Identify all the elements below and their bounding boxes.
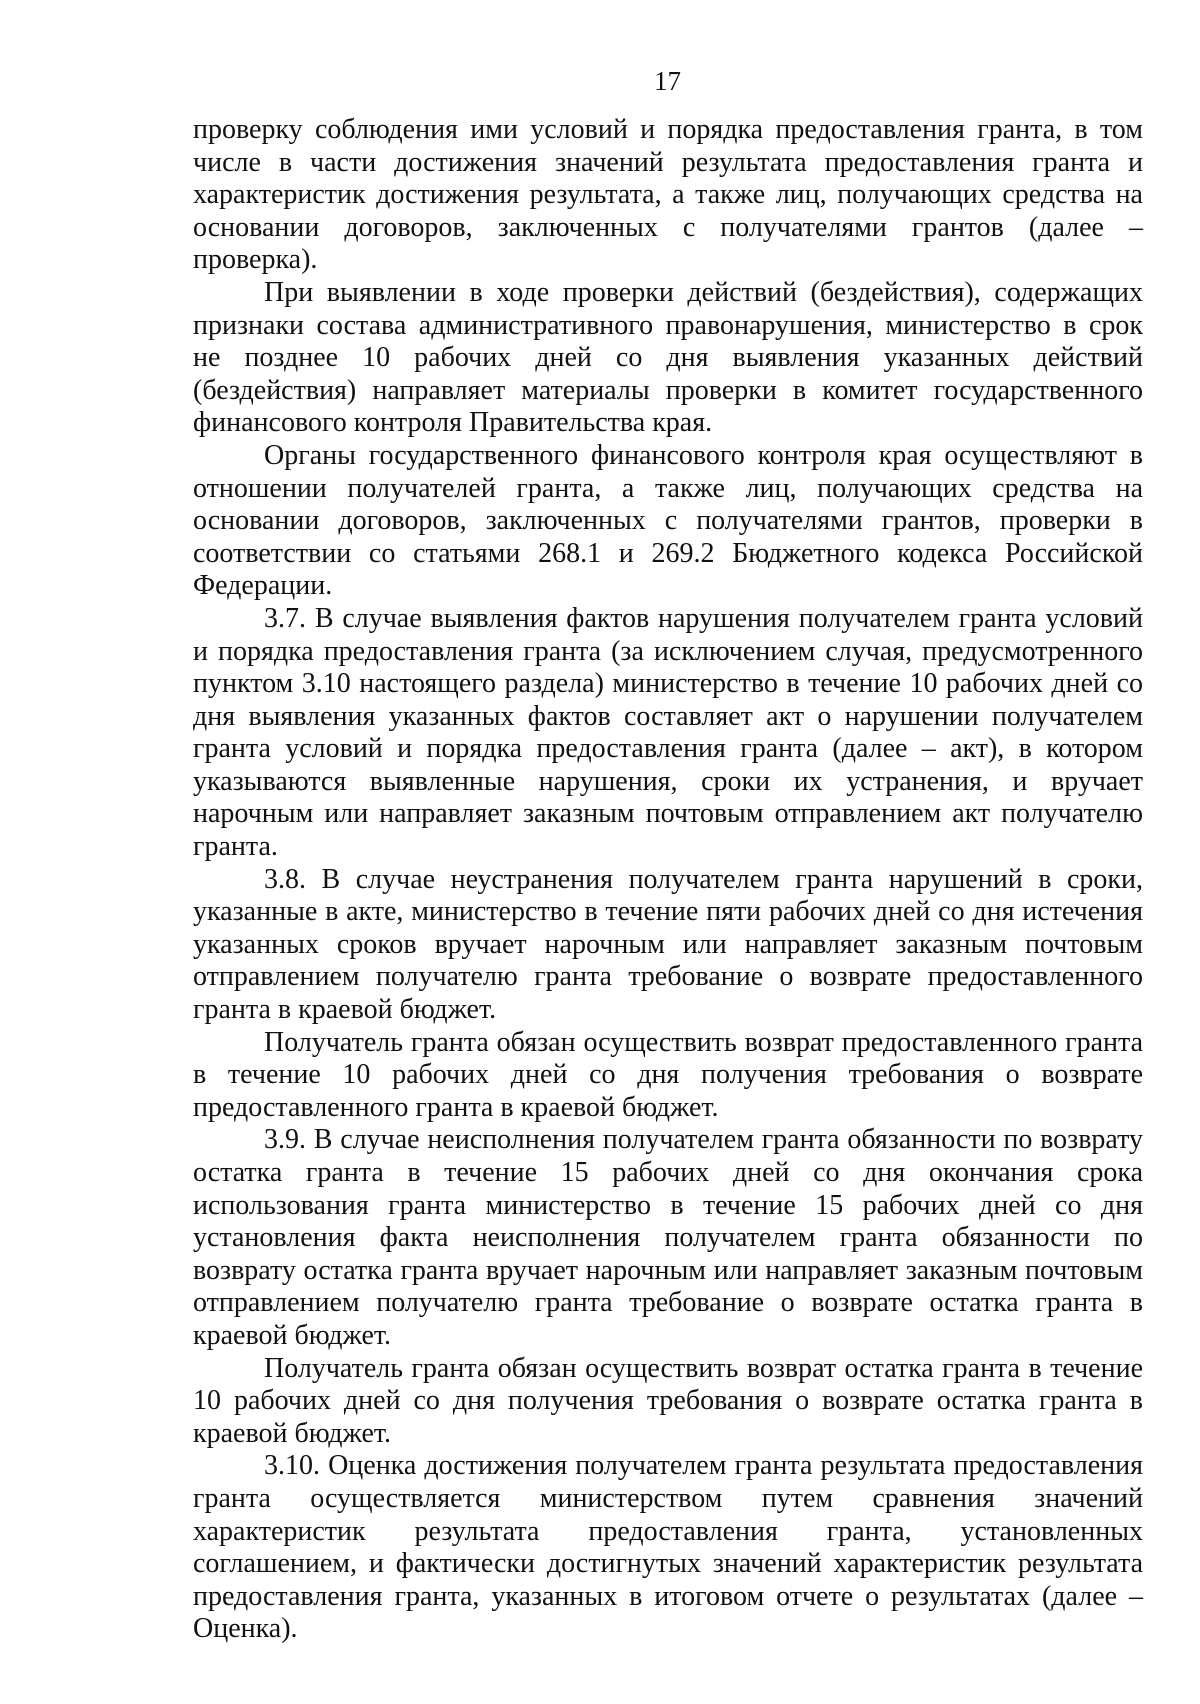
paragraph-financial-control: Органы государственного финансового контроля края осуществляют в отношении получателей гранта, а также лиц, получающих средства на основании договоров, заключенных с получателями грантов, проверки в соответствии со статьями 268.1 и 269.2 Бюджетного кодекса Российской Федерации. (193, 439, 1143, 602)
paragraph-violation-detection: При выявлении в ходе проверки действий (бездействия), содержащих признаки состава административного правонарушения, министерство в срок не позднее 10 рабочих дней со дня выявления указанных действий (бездействия) направляет материалы проверки в комитет государственного финансового контроля Правительства края. (193, 276, 1143, 439)
paragraph-3-10: 3.10. Оценка достижения получателем гранта результата предоставления гранта осуществляется министерством путем сравнения значений характеристик результата предоставления гранта, установленных соглашением, и фактически достигнутых значений характеристик результата предоставления гранта, указанных в итоговом отчете о результатах (далее – Оценка). (193, 1450, 1143, 1645)
paragraph-grant-return: Получатель гранта обязан осуществить возврат предоставленного гранта в течение 10 рабочих дней со дня получения требования о возврате предоставленного гранта в краевой бюджет. (193, 1026, 1143, 1123)
page-number: 17 (654, 66, 681, 96)
document-body (193, 114, 1143, 1646)
paragraph-3-9: 3.9. В случае неисполнения получателем гранта обязанности по возврату остатка гранта в течение 15 рабочих дней со дня окончания срока использования гранта министерство в течение 15 рабочих дней со дня установления факта неисполнения получателем гранта обязанности по возврату остатка гранта вручает нарочным или направляет заказным почтовым отправлением получателю гранта требование о возврате остатка гранта в краевой бюджет. (193, 1124, 1143, 1351)
paragraph-3-7: 3.7. В случае выявления фактов нарушения получателем гранта условий и порядка предоставления гранта (за исключением случая, предусмотренного пунктом 3.10 настоящего раздела) министерство в течение 10 рабочих дней со дня выявления указанных фактов составляет акт о нарушении получателем гранта условий и порядка предоставления гранта (далее – акт), в котором указываются выявленные нарушения, сроки их устранения, и вручает нарочным или направляет заказным почтовым отправлением акт получателю гранта. (193, 602, 1143, 863)
paragraph-remainder-return: Получатель гранта обязан осуществить возврат остатка гранта в течение 10 рабочих дней со дня получения требования о возврате остатка гранта в краевой бюджет. (193, 1352, 1143, 1449)
paragraph-3-8: 3.8. В случае неустранения получателем гранта нарушений в сроки, указанные в акте, министерство в течение пяти рабочих дней со дня истечения указанных сроков вручает нарочным или направляет заказным почтовым отправлением получателю гранта требование о возврате предоставленного гранта в краевой бюджет. (193, 863, 1143, 1026)
paragraph-continuation: проверку соблюдения ими условий и порядка предоставления гранта, в том числе в части достижения значений результата предоставления гранта и характеристик достижения результата, а также лиц, получающих средства на основании договоров, заключенных с получателями грантов (далее – проверка). (193, 114, 1143, 276)
